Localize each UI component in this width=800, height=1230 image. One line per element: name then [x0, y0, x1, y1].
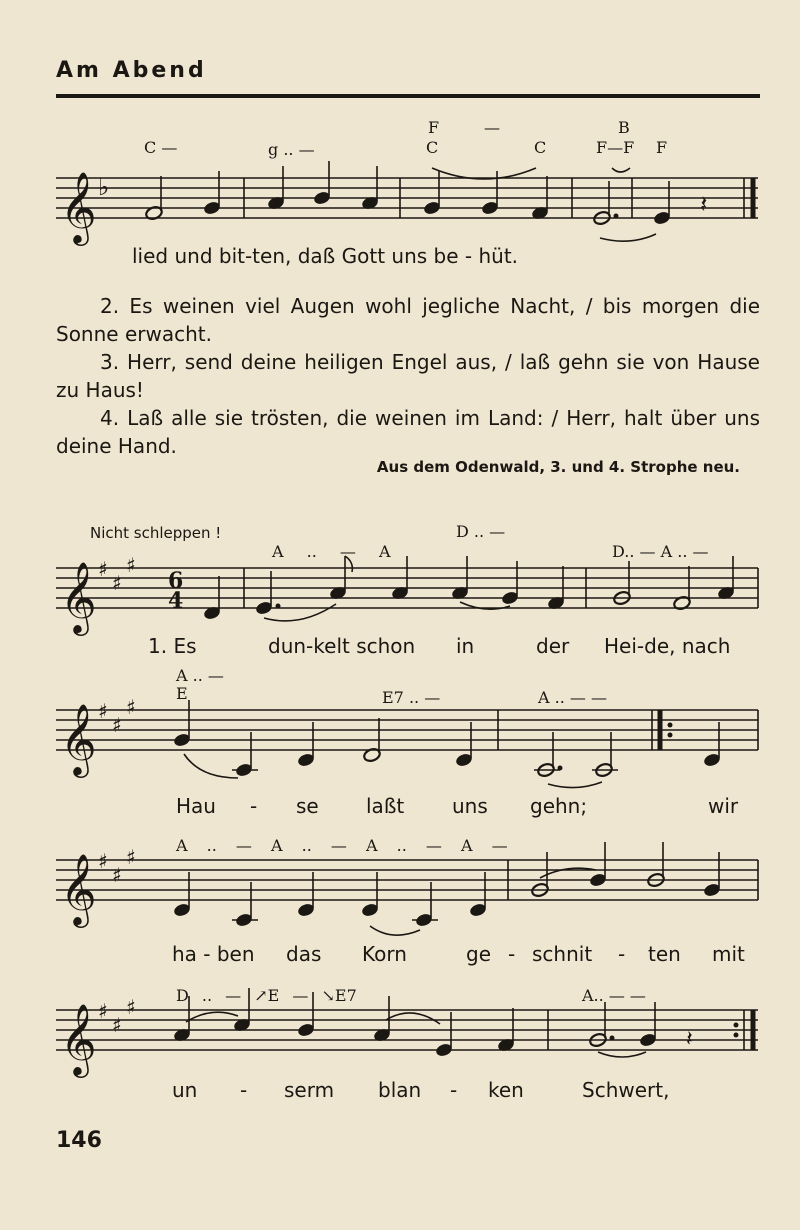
lyric-syllable: 1. Es	[148, 634, 197, 658]
lyric-syllable: gehn;	[530, 794, 588, 818]
chord-symbol: D.. — A .. —	[612, 542, 709, 561]
treble-clef-icon: 𝄞	[60, 560, 97, 633]
lyric-syllable: der	[536, 634, 570, 658]
treble-clef-icon: 𝄞	[60, 1002, 97, 1075]
time-signature-top: 6	[168, 568, 184, 594]
lyric-syllable: un	[172, 1078, 198, 1102]
chord-top: F	[428, 118, 440, 137]
chord-symbol: C	[534, 138, 547, 157]
lyric-syllable: uns	[452, 794, 488, 818]
flat-icon: ♭	[98, 173, 110, 201]
treble-clef-icon: 𝄞	[60, 852, 97, 925]
lyric-syllable: se	[296, 794, 319, 818]
sharp-icon: ♯	[112, 863, 122, 887]
music-staff	[0, 696, 800, 796]
chord-symbol: E7 .. —	[382, 688, 441, 707]
lyric-syllable: schnit	[532, 942, 593, 966]
lyric-syllable: blan	[378, 1078, 422, 1102]
chord-symbol: C —	[144, 138, 178, 157]
lyric-syllable: ge	[466, 942, 491, 966]
chord-symbol: A .. — —	[538, 688, 607, 707]
lyric-syllable: -	[508, 942, 516, 966]
sharp-icon: ♯	[126, 845, 136, 869]
sharp-icon: ♯	[112, 1013, 122, 1037]
verse-2: 2. Es weinen viel Augen wohl jegliche Nacht, / bis morgen die Sonne erwacht.	[56, 294, 760, 346]
lyric-syllable: serm	[284, 1078, 335, 1102]
lyric-syllable: mit	[712, 942, 745, 966]
lyric-syllable: -	[450, 1078, 458, 1102]
chord-symbol: F	[656, 138, 668, 157]
lyrics-line: lied und bit-ten, daß Gott uns be - hüt.	[132, 244, 519, 268]
chord-top: A .. —	[176, 666, 224, 685]
time-signature-bottom: 4	[168, 588, 184, 614]
sharp-icon: ♯	[112, 713, 122, 737]
lyric-syllable: das	[286, 942, 322, 966]
chord-top: B	[618, 118, 630, 137]
lyric-syllable: Korn	[362, 942, 407, 966]
lyric-syllable: dun-kelt schon	[268, 634, 416, 658]
sharp-icon: ♯	[112, 571, 122, 595]
verse-4: 4. Laß alle sie trösten, die weinen im Land: / Herr, halt über uns deine Hand.	[56, 406, 760, 458]
header-rule	[56, 94, 760, 98]
chord-symbol: A.. — —	[582, 986, 646, 1005]
sharp-icon: ♯	[126, 695, 136, 719]
lyric-syllable: laßt	[366, 794, 405, 818]
lyric-syllable: -	[240, 1078, 248, 1102]
lyric-syllable: Hei-de, nach	[604, 634, 731, 658]
sharp-icon: ♯	[126, 995, 136, 1019]
chord-symbol: F—F	[596, 138, 635, 157]
sharp-icon: ♯	[126, 553, 136, 577]
music-staff	[0, 846, 800, 946]
lyric-syllable: ken	[488, 1078, 524, 1102]
treble-clef-icon: 𝄞	[60, 170, 97, 243]
lyric-syllable: in	[456, 634, 475, 658]
chord-symbol: C	[426, 138, 439, 157]
tempo-marking: Nicht schleppen !	[90, 524, 222, 542]
section-title: Am Abend	[56, 58, 207, 83]
lyric-syllable: ha - ben	[172, 942, 255, 966]
sharp-icon: ♯	[98, 699, 108, 723]
verse-3: 3. Herr, send deine heiligen Engel aus, / laß gehn sie von Hause zu Haus!	[56, 350, 760, 402]
chord-symbol: D .. — ↗E — ↘E7	[176, 986, 357, 1005]
chord-symbol: g .. —	[268, 140, 315, 159]
chord-symbol: E	[176, 684, 188, 703]
song-attribution: Aus dem Odenwald, 3. und 4. Strophe neu.	[376, 458, 740, 476]
chord-symbol: A .. — A .. — A .. — A —	[176, 836, 508, 855]
quarter-rest-icon: 𝄽	[686, 1027, 693, 1052]
music-staff	[0, 150, 800, 250]
lyric-syllable: Schwert,	[582, 1078, 670, 1102]
quarter-rest-icon: 𝄽	[700, 190, 708, 218]
lyric-syllable: Hau	[176, 794, 216, 818]
lyric-syllable: ten	[648, 942, 681, 966]
page-number: 146	[56, 1128, 102, 1153]
lyric-syllable: -	[250, 794, 258, 818]
chord-top: D .. —	[456, 522, 506, 541]
chord-top: —	[484, 118, 500, 137]
chord-symbol: A .. — A	[272, 542, 391, 561]
treble-clef-icon: 𝄞	[60, 702, 97, 775]
sharp-icon: ♯	[98, 849, 108, 873]
sharp-icon: ♯	[98, 999, 108, 1023]
lyric-syllable: wir	[708, 794, 739, 818]
lyric-syllable: -	[618, 942, 626, 966]
sharp-icon: ♯	[98, 557, 108, 581]
